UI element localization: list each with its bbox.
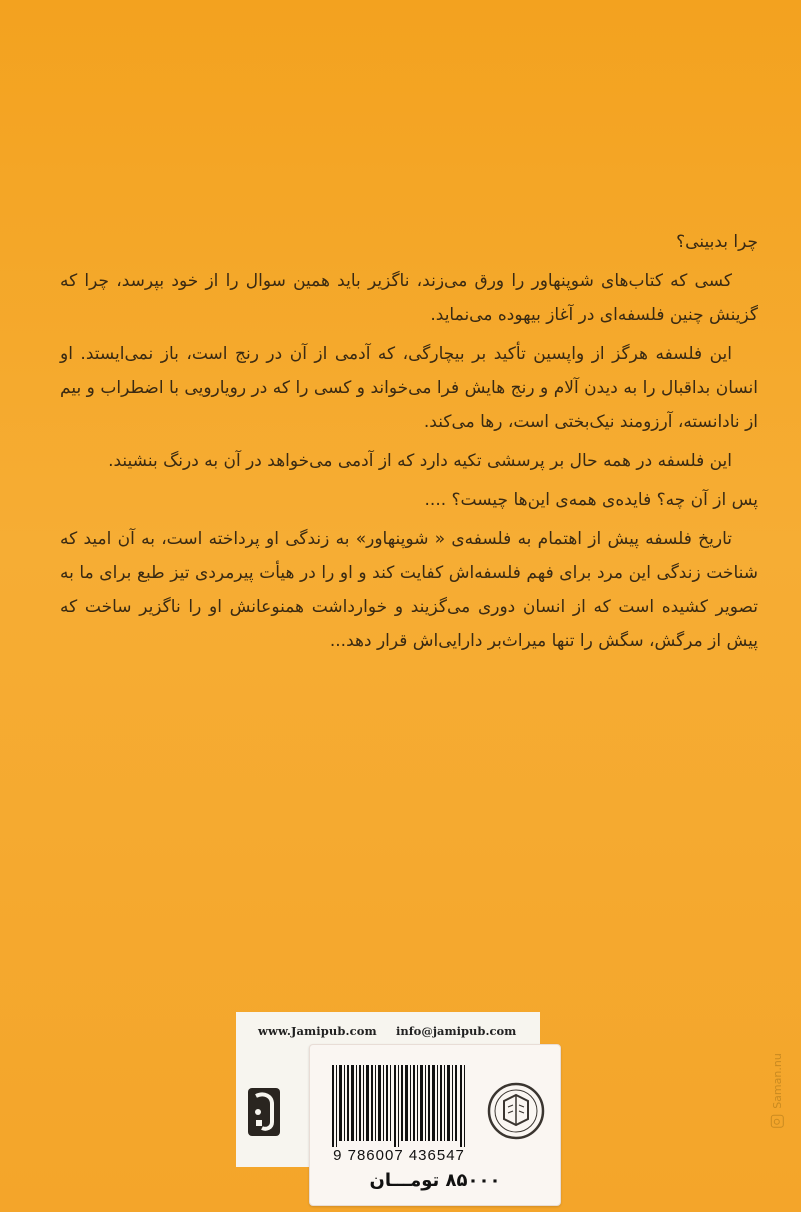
second-question: پس از آن چه؟ فایده‌ی همه‌ی این‌ها چیست؟ .... [424, 490, 758, 510]
publisher-website: www.Jamipub.com [258, 1024, 377, 1038]
watermark-text: Saman.nu [770, 1052, 784, 1109]
question-heading: چرا بدبینی؟ [676, 232, 758, 252]
barcode [332, 1065, 467, 1147]
closing-paragraph: تاریخ فلسفه پیش از اهتمام به فلسفه‌ی « شوپنهاور» به زندگی او پرداخته است، به آن امید که شناخت زندگی این مرد برای فهم فلسفه‌اش کفایت کند و او را در هیأت پیرمردی تیز طبع برای ما به تصویر کشیده است که از انسان دوری می‌گزیند و خوارداشت همنوعانش او را ناگزیر ساخت که پیش از مرگش، سگش را تنها میراث‌بر دارایی‌اش قرار دهد... [60, 529, 758, 651]
blurb-paragraph-1: کسی که کتاب‌های شوپنهاور را ورق می‌زند، ناگزیر باید همین سوال را از خود بپرسد، چرا که گزینش چنین فلسفه‌ای در آغاز بیهوده می‌نماید. [60, 271, 758, 325]
watermark [763, 1010, 791, 1170]
price-label: ۸۵۰۰۰ تومـــان [369, 1170, 501, 1191]
nashr-mosaddegh-seal-icon [486, 1071, 546, 1151]
isbn-number: 9 786007 436547 [333, 1147, 465, 1164]
blurb-paragraph-2: این فلسفه هرگز از واپسین تأکید بر بیچارگی، که آدمی از آن در رنج است، باز نمی‌ایستد. او انسان بداقبال را به دیدن آلام و رنج هایش فرا می‌خواند و کسی را که در رویارویی با اضطراب و بیم از نادانسته، آرزومند نیک‌بختی است، رها می‌کند. [60, 344, 758, 432]
blurb-paragraph-3: این فلسفه در همه حال بر پرسشی تکیه دارد که از آدمی می‌خواهد در آن به درنگ بنشیند. [108, 451, 732, 471]
cover-blurb [60, 225, 758, 663]
publisher-email: info@jamipub.com [396, 1024, 517, 1038]
price-sticker [309, 1044, 561, 1206]
jami-publisher-logo-icon [244, 1082, 284, 1142]
instagram-icon [771, 1114, 784, 1127]
